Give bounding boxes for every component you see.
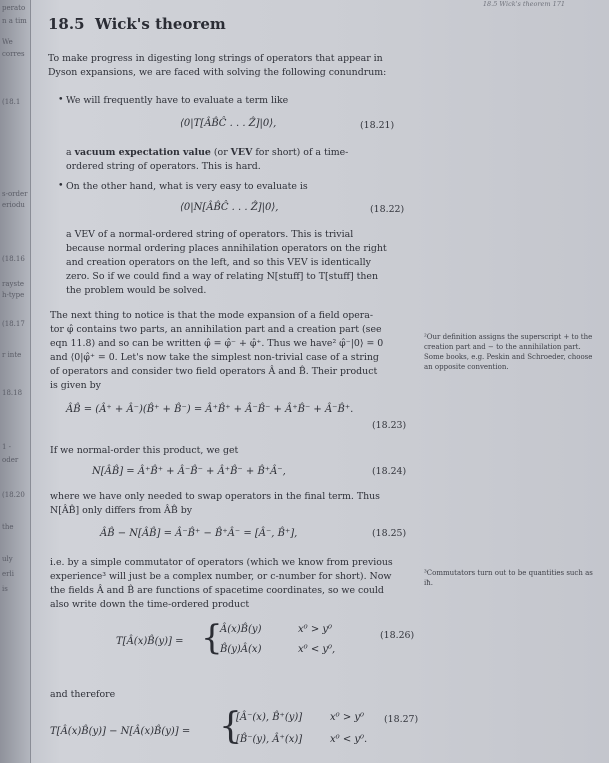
commutator-line: the fields Â and B̂ are functions of spacetime coordinates, so we could — [50, 585, 384, 596]
normal-order-line: and creation operators on the left, and so this VEV is identically — [66, 257, 371, 268]
prev-page-fragment: (18.20 — [2, 491, 25, 499]
prev-page-fragment: the — [2, 523, 14, 531]
equation-18-23: ÂB̂ = (Â⁺ + Â⁻)(B̂⁺ + B̂⁻) = Â⁺B̂⁺ + Â⁻B̂⁻ + Â⁺B̂⁻ + Â⁻B̂⁺. — [66, 404, 354, 415]
normal-order-line: the problem would be solved. — [66, 285, 207, 296]
equation-18-22: ⟨0|N[ÂB̂Ĉ . . . Ẑ]|0⟩, — [180, 202, 279, 213]
equation-number: (18.27) — [384, 714, 419, 725]
normal-order-line: because normal ordering places annihilation operators on the right — [66, 243, 387, 254]
vev-line: ordered string of operators. This is hard. — [66, 161, 261, 172]
section-number: 18.5 — [48, 15, 85, 33]
prev-page-fragment: 1 - — [2, 443, 12, 451]
prev-page-fragment: uly — [2, 555, 13, 563]
prev-page-fragment: r inte — [2, 351, 22, 359]
prev-page-fragment: h-type — [2, 291, 25, 299]
therefore-text: and therefore — [50, 689, 116, 700]
commutator-line: also write down the time-ordered product — [50, 599, 250, 610]
prev-page-fragment: n a tim — [2, 17, 27, 25]
equation-number: (18.21) — [360, 120, 395, 131]
case-expr: B̂(y)Â(x) — [220, 644, 262, 655]
equation-number: (18.25) — [372, 528, 407, 539]
footnote-2: ²Our definition assigns the superscript + to the creation part and − to the annihilation part. Some books, e.g. Peskin and Schroeder, choose an opposite convention. — [424, 333, 593, 371]
equation-18-26-lhs: T[Â(x)B̂(y)] = — [116, 636, 184, 647]
bullet-text: On the other hand, what is very easy to evaluate is — [66, 181, 308, 192]
intro-line: Dyson expansions, we are faced with solving the following conundrum: — [48, 67, 387, 78]
mode-line: eqn 11.8) and so can be written φ̂ = φ̂⁻ + φ̂⁺. Thus we have² φ̂⁻|0⟩ = 0 — [50, 338, 384, 349]
bullet-text: We will frequently have to evaluate a term like — [66, 95, 289, 106]
prev-page-fragment: perato — [2, 4, 26, 12]
mode-line: of operators and consider two field operators Â and B̂. Their product — [50, 366, 378, 377]
mode-line: and ⟨0|φ̂⁺ = 0. Let's now take the simplest non-trivial case of a string — [50, 352, 379, 363]
equation-18-25: ÂB̂ − N[ÂB̂] = Â⁻B̂⁺ − B̂⁺Â⁻ = [Â⁻, B̂⁺], — [100, 528, 298, 539]
prev-page-fragment: oder — [2, 456, 19, 464]
left-brace: { — [201, 618, 223, 658]
prev-page-fragment: eriodu — [2, 201, 25, 209]
mode-line: tor φ̂ contains two parts, an annihilation part and a creation part (see — [50, 324, 382, 335]
prev-page-fragment: (18.16 — [2, 255, 25, 263]
vev-line: a vacuum expectation value (or VEV for short) of a time- — [66, 147, 349, 158]
equation-number: (18.22) — [370, 204, 405, 215]
footnote-3: ³Commutators turn out to be quantities such as iħ. — [424, 569, 593, 587]
normal-order-line: a VEV of a normal-ordered string of operators. This is trivial — [66, 229, 354, 240]
equation-18-27-lhs: T[Â(x)B̂(y)] − N[Â(x)B̂(y)] = — [50, 726, 191, 737]
prev-page-fragment: We — [2, 38, 13, 46]
swap-line: N[ÂB̂] only differs from ÂB̂ by — [50, 505, 192, 516]
equation-number: (18.23) — [372, 420, 407, 431]
case-cond: x⁰ < y⁰. — [330, 734, 368, 745]
product-text: If we normal-order this product, we get — [50, 445, 239, 456]
swap-line: where we have only needed to swap operators in the final term. Thus — [50, 491, 380, 502]
mode-line: The next thing to notice is that the mode expansion of a field opera- — [50, 310, 374, 321]
equation-18-24: N[ÂB̂] = Â⁺B̂⁺ + Â⁻B̂⁻ + Â⁺B̂⁻ + B̂⁺Â⁻, — [92, 466, 286, 477]
prev-page-fragment: rayste — [2, 280, 25, 288]
prev-page-fragment: 18.18 — [2, 389, 23, 397]
case-expr: Â(x)B̂(y) — [220, 624, 262, 635]
previous-page-edge — [0, 0, 31, 763]
bullet-marker: • — [58, 94, 64, 105]
equation-number: (18.26) — [380, 630, 415, 641]
section-heading — [48, 15, 226, 33]
left-brace: { — [219, 706, 242, 747]
running-head: 18.5 Wick's theorem 171 — [482, 0, 565, 8]
equation-number: (18.24) — [372, 466, 407, 477]
section-title: Wick's theorem — [95, 15, 226, 33]
commutator-line: experience³ will just be a complex number, or c-number for short). Now — [50, 571, 392, 582]
commutator-line: i.e. by a simple commutator of operators (which we know from previous — [50, 557, 393, 568]
prev-page-fragment: s-order — [2, 190, 28, 198]
bullet-marker: • — [58, 180, 64, 191]
prev-page-fragment: corres — [2, 50, 25, 58]
prev-page-fragment: (18.17 — [2, 320, 25, 328]
case-cond: x⁰ < y⁰, — [298, 644, 336, 655]
prev-page-fragment: (18.1 — [2, 98, 21, 106]
prev-page-fragment: erli — [2, 570, 14, 578]
case-expr: [B̂⁻(y), Â⁺(x)] — [236, 734, 303, 745]
mode-line: is given by — [50, 380, 101, 391]
prev-page-fragment: is — [2, 585, 8, 593]
case-cond: x⁰ > y⁰ — [330, 712, 365, 723]
equation-18-21: ⟨0|T[ÂB̂Ĉ . . . Ẑ]|0⟩, — [180, 118, 277, 129]
intro-line: To make progress in digesting long strings of operators that appear in — [48, 53, 383, 64]
case-expr: [Â⁻(x), B̂⁺(y)] — [236, 712, 303, 723]
normal-order-line: zero. So if we could find a way of relating N[stuff] to T[stuff] then — [66, 271, 378, 282]
case-cond: x⁰ > y⁰ — [298, 624, 333, 635]
